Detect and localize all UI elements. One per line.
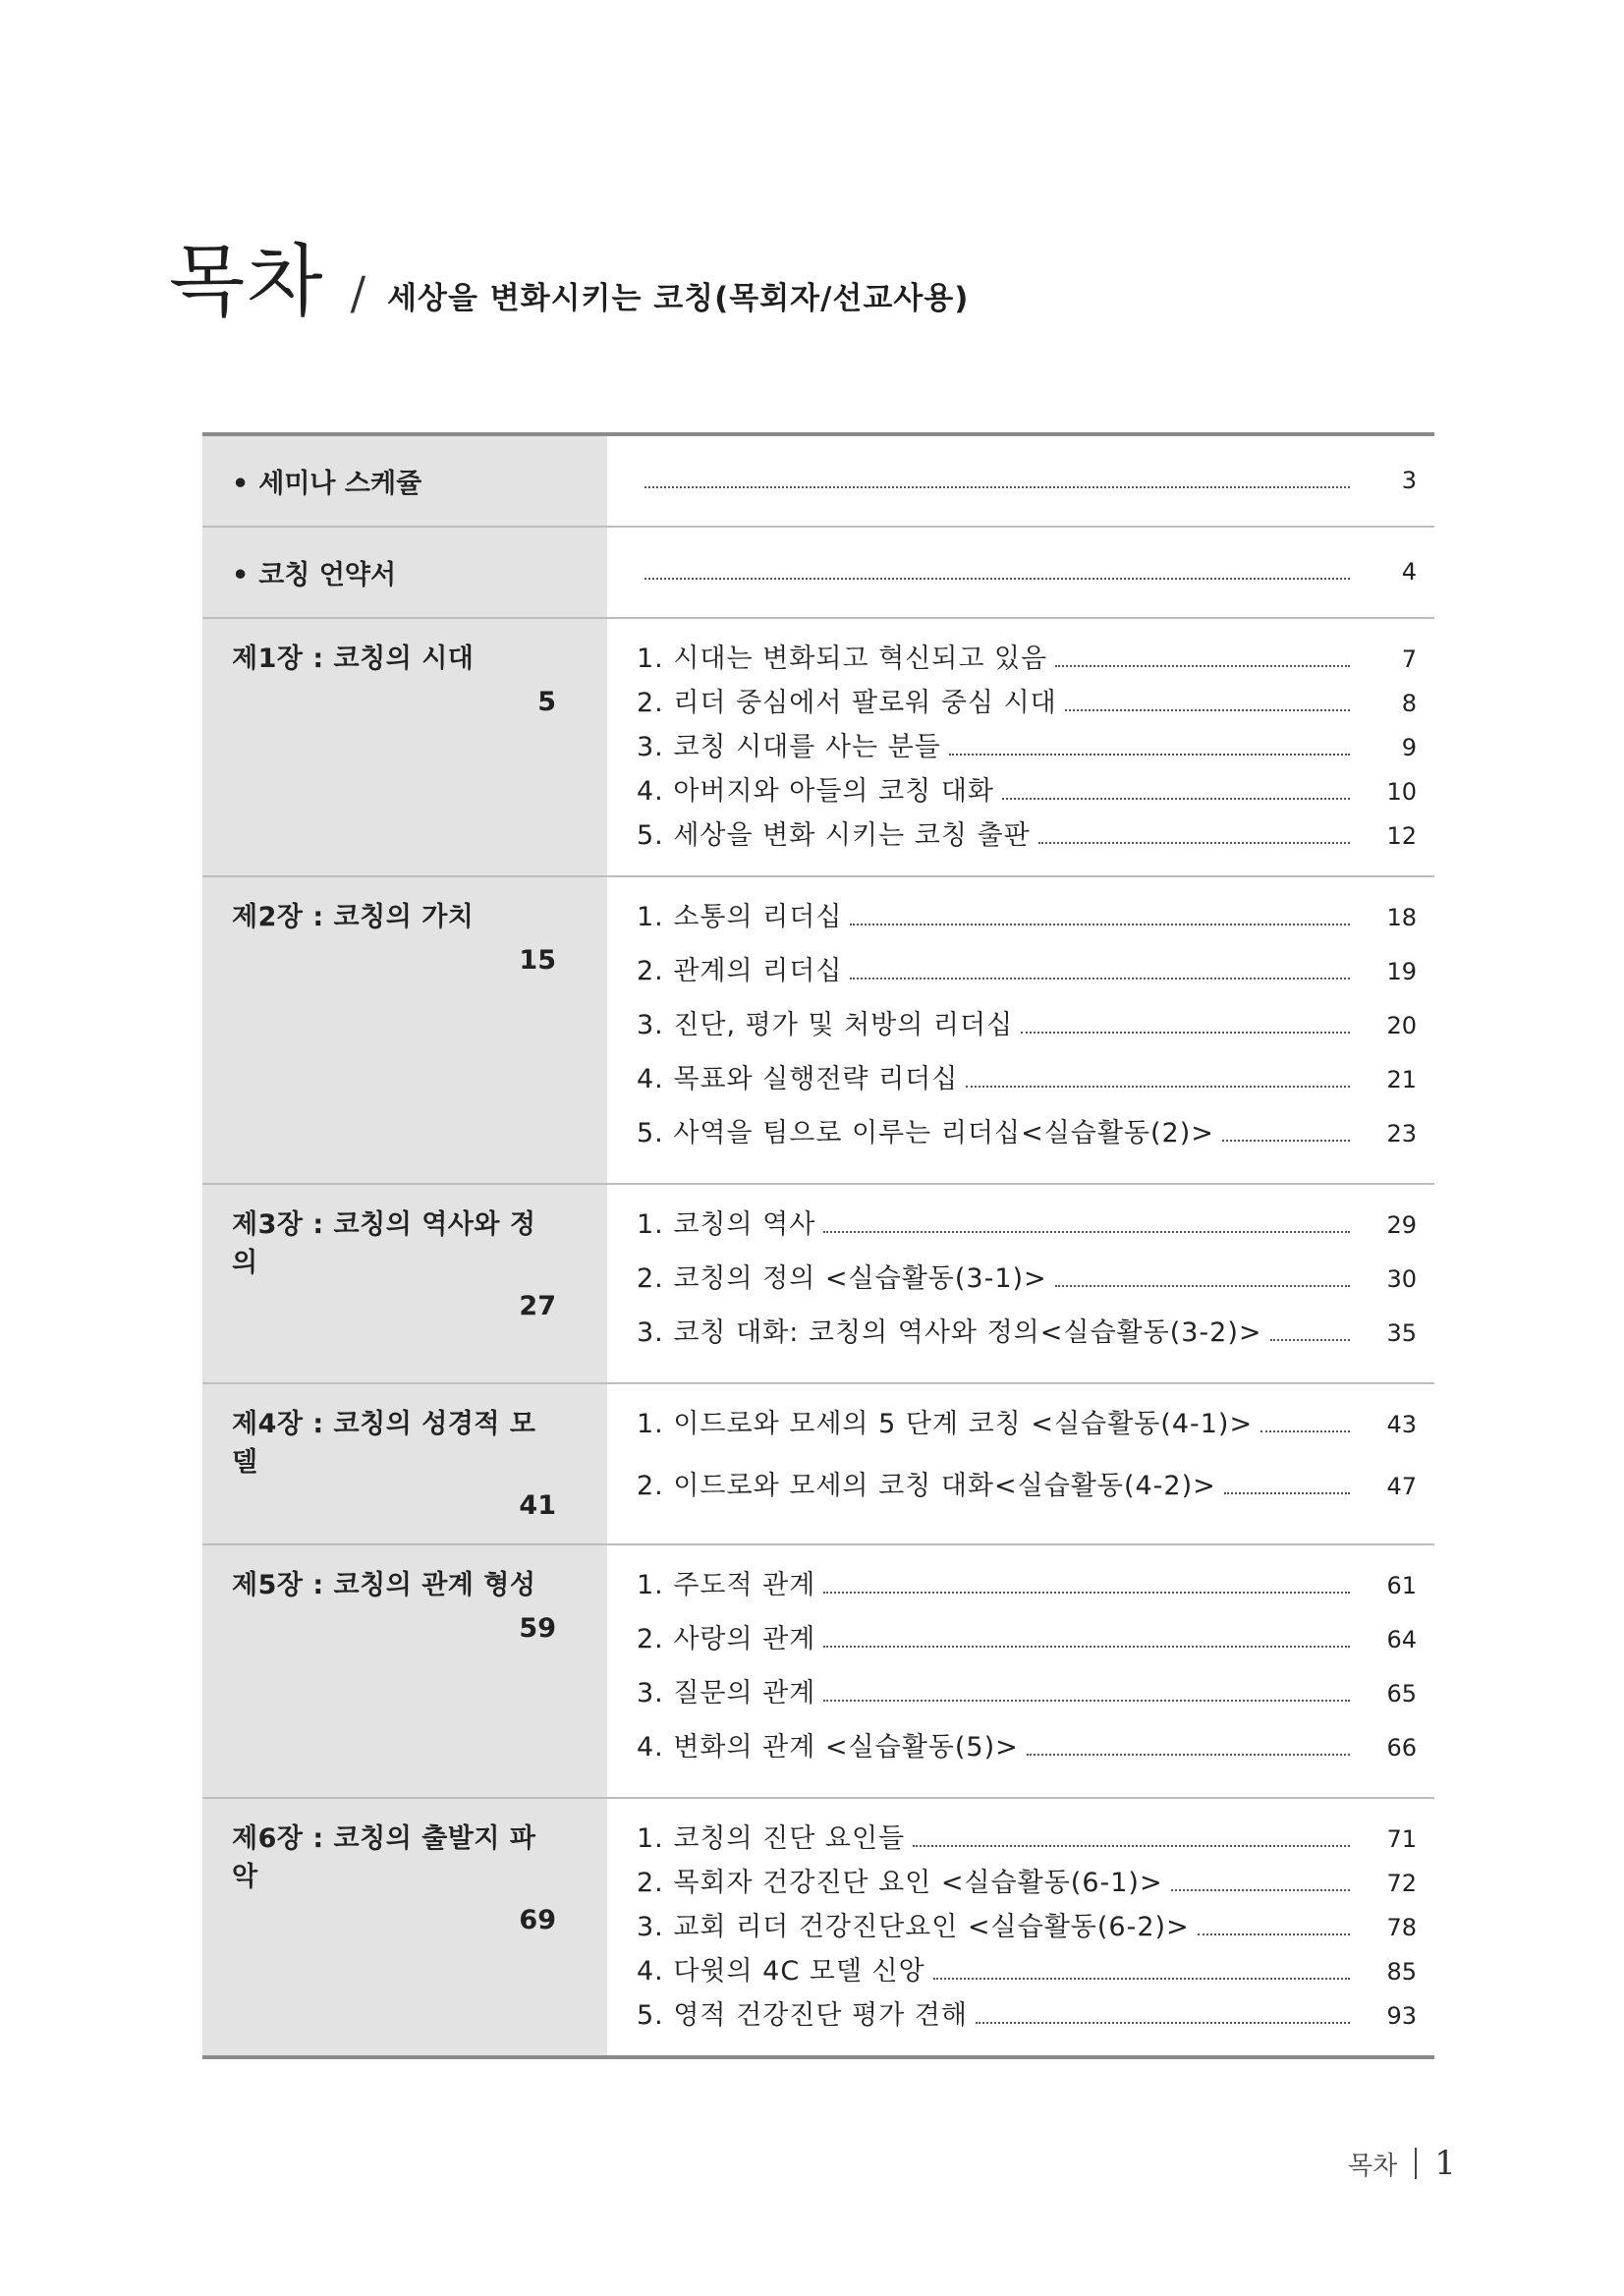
toc-chapter-4 bbox=[202, 1384, 1434, 1545]
dot-leader bbox=[949, 754, 1350, 756]
toc-item-page: 23 bbox=[1386, 1120, 1417, 1148]
toc-item[interactable] bbox=[637, 1725, 1417, 1764]
toc-right-cell bbox=[607, 1545, 1434, 1797]
bullet-dot: • bbox=[232, 469, 250, 499]
bullet-dot: • bbox=[232, 560, 250, 590]
toc-item-page: 78 bbox=[1386, 1914, 1417, 1941]
chapter-page: 15 bbox=[519, 945, 556, 976]
chapter-title: 제6장 : 코칭의 출발지 파악 bbox=[232, 1823, 536, 1892]
toc-item[interactable] bbox=[637, 1861, 1417, 1899]
toc-item-page: 12 bbox=[1386, 822, 1417, 850]
toc-item-text: 5. 영적 건강진단 평가 견해 bbox=[637, 2000, 968, 2031]
toc-item[interactable] bbox=[637, 1671, 1417, 1709]
chapter-title: 제3장 : 코칭의 역사와 정의 bbox=[232, 1209, 536, 1278]
chapter-page: 27 bbox=[519, 1291, 556, 1321]
chapter-page: 5 bbox=[537, 687, 556, 717]
toc-item-text: 4. 다윗의 4C 모델 신앙 bbox=[637, 1956, 925, 1987]
toc-left-cell bbox=[202, 436, 607, 526]
toc-chapter-1 bbox=[202, 619, 1434, 877]
toc-item-text: 5. 세상을 변화 시키는 코칭 출판 bbox=[637, 820, 1031, 851]
toc-chapter-5 bbox=[202, 1545, 1434, 1799]
toc-row-schedule bbox=[202, 436, 1434, 528]
page-header bbox=[169, 218, 969, 331]
toc-item-text: 2. 관계의 리더십 bbox=[637, 956, 843, 986]
toc-item[interactable] bbox=[637, 1617, 1417, 1655]
page-title: 목차 bbox=[169, 236, 325, 327]
toc-item-text: 5. 사역을 팀으로 이루는 리더십<실습활동(2)> bbox=[637, 1118, 1214, 1148]
toc-item-text: 3. 교회 리더 건강진단요인 <실습활동(6-2)> bbox=[637, 1912, 1190, 1942]
dot-leader bbox=[823, 1646, 1350, 1648]
dot-leader bbox=[1065, 709, 1350, 711]
chapter-title: 제1장 : 코칭의 시대 bbox=[232, 644, 475, 674]
toc-item[interactable] bbox=[637, 1563, 1417, 1601]
chapter-title: 제5장 : 코칭의 관계 형성 bbox=[232, 1570, 536, 1600]
toc-item-page: 20 bbox=[1386, 1012, 1417, 1039]
toc-chapter-3 bbox=[202, 1185, 1434, 1384]
dot-leader bbox=[850, 978, 1350, 980]
toc-left-cell bbox=[202, 877, 607, 1183]
toc-item-page: 35 bbox=[1386, 1319, 1417, 1347]
toc-item-page: 66 bbox=[1386, 1734, 1417, 1762]
toc-item-text: 2. 리더 중심에서 팔로워 중심 시대 bbox=[637, 688, 1057, 718]
toc-item-page: 18 bbox=[1386, 904, 1417, 931]
toc-item[interactable] bbox=[637, 467, 1417, 496]
toc-right-cell bbox=[607, 528, 1434, 617]
toc-item-text: 1. 코칭의 진단 요인들 bbox=[637, 1823, 906, 1854]
toc-item-page: 9 bbox=[1401, 734, 1417, 761]
chapter-page: 59 bbox=[519, 1613, 556, 1644]
toc-item[interactable] bbox=[637, 1057, 1417, 1095]
toc-item-text: 3. 진단, 평가 및 처방의 리더십 bbox=[637, 1010, 1014, 1040]
dot-leader bbox=[823, 1231, 1350, 1233]
toc-chapter-6 bbox=[202, 1799, 1434, 2055]
toc-item[interactable] bbox=[637, 1257, 1417, 1295]
dot-leader bbox=[1055, 1285, 1350, 1287]
toc-item[interactable] bbox=[637, 949, 1417, 987]
dot-leader bbox=[1027, 1754, 1350, 1756]
toc-item[interactable] bbox=[637, 558, 1417, 588]
dot-leader bbox=[644, 486, 1350, 488]
dot-leader bbox=[1198, 1933, 1350, 1935]
toc-item[interactable] bbox=[637, 769, 1417, 808]
toc-left-cell bbox=[202, 1545, 607, 1797]
dot-leader bbox=[850, 924, 1350, 925]
toc-left-cell bbox=[202, 1384, 607, 1543]
toc-item-text: 3. 질문의 관계 bbox=[637, 1678, 816, 1708]
toc-item-page: 47 bbox=[1386, 1473, 1417, 1500]
toc-right-cell bbox=[607, 1185, 1434, 1382]
toc-item-text: 1. 주도적 관계 bbox=[637, 1570, 816, 1600]
dot-leader bbox=[644, 578, 1350, 580]
toc-right-cell bbox=[607, 1384, 1434, 1543]
dot-leader bbox=[966, 1086, 1350, 1088]
toc-bullet-label: 세미나 스케쥴 bbox=[258, 469, 422, 499]
toc-item-page: 3 bbox=[1401, 466, 1417, 494]
chapter-title: 제4장 : 코칭의 성경적 모델 bbox=[232, 1409, 536, 1478]
chapter-page: 69 bbox=[519, 1905, 556, 1935]
toc-item[interactable] bbox=[637, 681, 1417, 719]
toc-item-page: 8 bbox=[1401, 690, 1417, 717]
toc-item[interactable] bbox=[637, 895, 1417, 933]
toc-right-cell bbox=[607, 436, 1434, 526]
toc-item[interactable] bbox=[637, 1311, 1417, 1349]
toc-left-cell bbox=[202, 1185, 607, 1382]
toc-item-page: 29 bbox=[1386, 1211, 1417, 1239]
toc-right-cell bbox=[607, 877, 1434, 1183]
toc-item-text: 1. 코칭의 역사 bbox=[637, 1209, 816, 1240]
toc-right-cell bbox=[607, 619, 1434, 875]
toc-item-text: 1. 이드로와 모세의 5 단계 코칭 <실습활동(4-1)> bbox=[637, 1409, 1254, 1439]
toc-item-page: 10 bbox=[1386, 778, 1417, 806]
dot-leader bbox=[976, 2022, 1350, 2024]
page-footer bbox=[1348, 2144, 1456, 2183]
toc-item-text: 4. 아버지와 아들의 코칭 대화 bbox=[637, 776, 994, 807]
toc-left-cell bbox=[202, 1799, 607, 2055]
toc-item-page: 19 bbox=[1386, 958, 1417, 985]
dot-leader bbox=[1171, 1889, 1350, 1891]
toc-item-page: 85 bbox=[1386, 1958, 1417, 1986]
chapter-page: 41 bbox=[519, 1490, 556, 1521]
toc-item-text: 3. 코칭 대화: 코칭의 역사와 정의<실습활동(3-2)> bbox=[637, 1317, 1262, 1348]
toc-item-text: 2. 이드로와 모세의 코칭 대화<실습활동(4-2)> bbox=[637, 1471, 1216, 1501]
dot-leader bbox=[823, 1700, 1350, 1702]
toc-item-text: 1. 소통의 리더십 bbox=[637, 902, 843, 932]
toc-item-text: 1. 시대는 변화되고 혁신되고 있음 bbox=[637, 644, 1048, 674]
dot-leader bbox=[1260, 1430, 1350, 1432]
toc-item[interactable] bbox=[637, 1464, 1417, 1502]
title-separator: / bbox=[350, 266, 366, 319]
dot-leader bbox=[1002, 798, 1350, 800]
page-subtitle: 세상을 변화시키는 코칭(목회자/선교사용) bbox=[387, 281, 970, 316]
toc-item-page: 93 bbox=[1386, 2002, 1417, 2030]
toc-item[interactable] bbox=[637, 1949, 1417, 1988]
toc-item[interactable] bbox=[637, 813, 1417, 852]
toc-item-text: 4. 변화의 관계 <실습활동(5)> bbox=[637, 1732, 1019, 1763]
dot-leader bbox=[1222, 1140, 1350, 1142]
footer-page-number: 1 bbox=[1434, 2144, 1456, 2183]
toc-item[interactable] bbox=[637, 1402, 1417, 1440]
toc-item-page: 30 bbox=[1386, 1265, 1417, 1293]
toc-item-text: 2. 코칭의 정의 <실습활동(3-1)> bbox=[637, 1263, 1047, 1294]
toc-item[interactable] bbox=[637, 1817, 1417, 1855]
toc-item-page: 64 bbox=[1386, 1626, 1417, 1653]
toc-item-page: 7 bbox=[1401, 645, 1417, 673]
toc-chapter-2 bbox=[202, 877, 1434, 1185]
toc-item-text: 4. 목표와 실행전략 리더십 bbox=[637, 1064, 959, 1094]
toc-item[interactable] bbox=[637, 1111, 1417, 1149]
toc-item[interactable] bbox=[637, 1203, 1417, 1241]
dot-leader bbox=[1038, 842, 1350, 844]
toc-item-text: 2. 사랑의 관계 bbox=[637, 1624, 816, 1654]
footer-label: 목차 bbox=[1348, 2151, 1398, 2181]
toc-item[interactable] bbox=[637, 637, 1417, 675]
dot-leader bbox=[913, 1845, 1350, 1847]
toc-right-cell bbox=[607, 1799, 1434, 2055]
footer-divider bbox=[1415, 2148, 1417, 2179]
dot-leader bbox=[1270, 1339, 1351, 1341]
dot-leader bbox=[1021, 1032, 1350, 1034]
toc-item[interactable] bbox=[637, 1905, 1417, 1943]
toc-left-cell bbox=[202, 528, 607, 617]
toc-item-page: 71 bbox=[1386, 1825, 1417, 1853]
dot-leader bbox=[1224, 1492, 1350, 1494]
toc-row-covenant bbox=[202, 528, 1434, 619]
dot-leader bbox=[1055, 665, 1350, 667]
toc-item[interactable] bbox=[637, 1003, 1417, 1041]
toc-item-page: 65 bbox=[1386, 1680, 1417, 1708]
chapter-title: 제2장 : 코칭의 가치 bbox=[232, 902, 475, 932]
toc-item-page: 61 bbox=[1386, 1572, 1417, 1599]
toc-left-cell bbox=[202, 619, 607, 875]
dot-leader bbox=[823, 1592, 1350, 1594]
toc-item[interactable] bbox=[637, 725, 1417, 763]
toc-item-text: 2. 목회자 건강진단 요인 <실습활동(6-1)> bbox=[637, 1868, 1163, 1898]
toc-bullet-label: 코칭 언약서 bbox=[258, 560, 397, 590]
toc-item-page: 4 bbox=[1401, 557, 1417, 586]
toc-item-page: 21 bbox=[1386, 1066, 1417, 1093]
toc-item-page: 43 bbox=[1386, 1411, 1417, 1438]
table-of-contents bbox=[202, 432, 1434, 2059]
dot-leader bbox=[933, 1978, 1350, 1980]
toc-item-text: 3. 코칭 시대를 사는 분들 bbox=[637, 732, 941, 762]
toc-item-page: 72 bbox=[1386, 1870, 1417, 1897]
toc-item[interactable] bbox=[637, 1993, 1417, 2032]
